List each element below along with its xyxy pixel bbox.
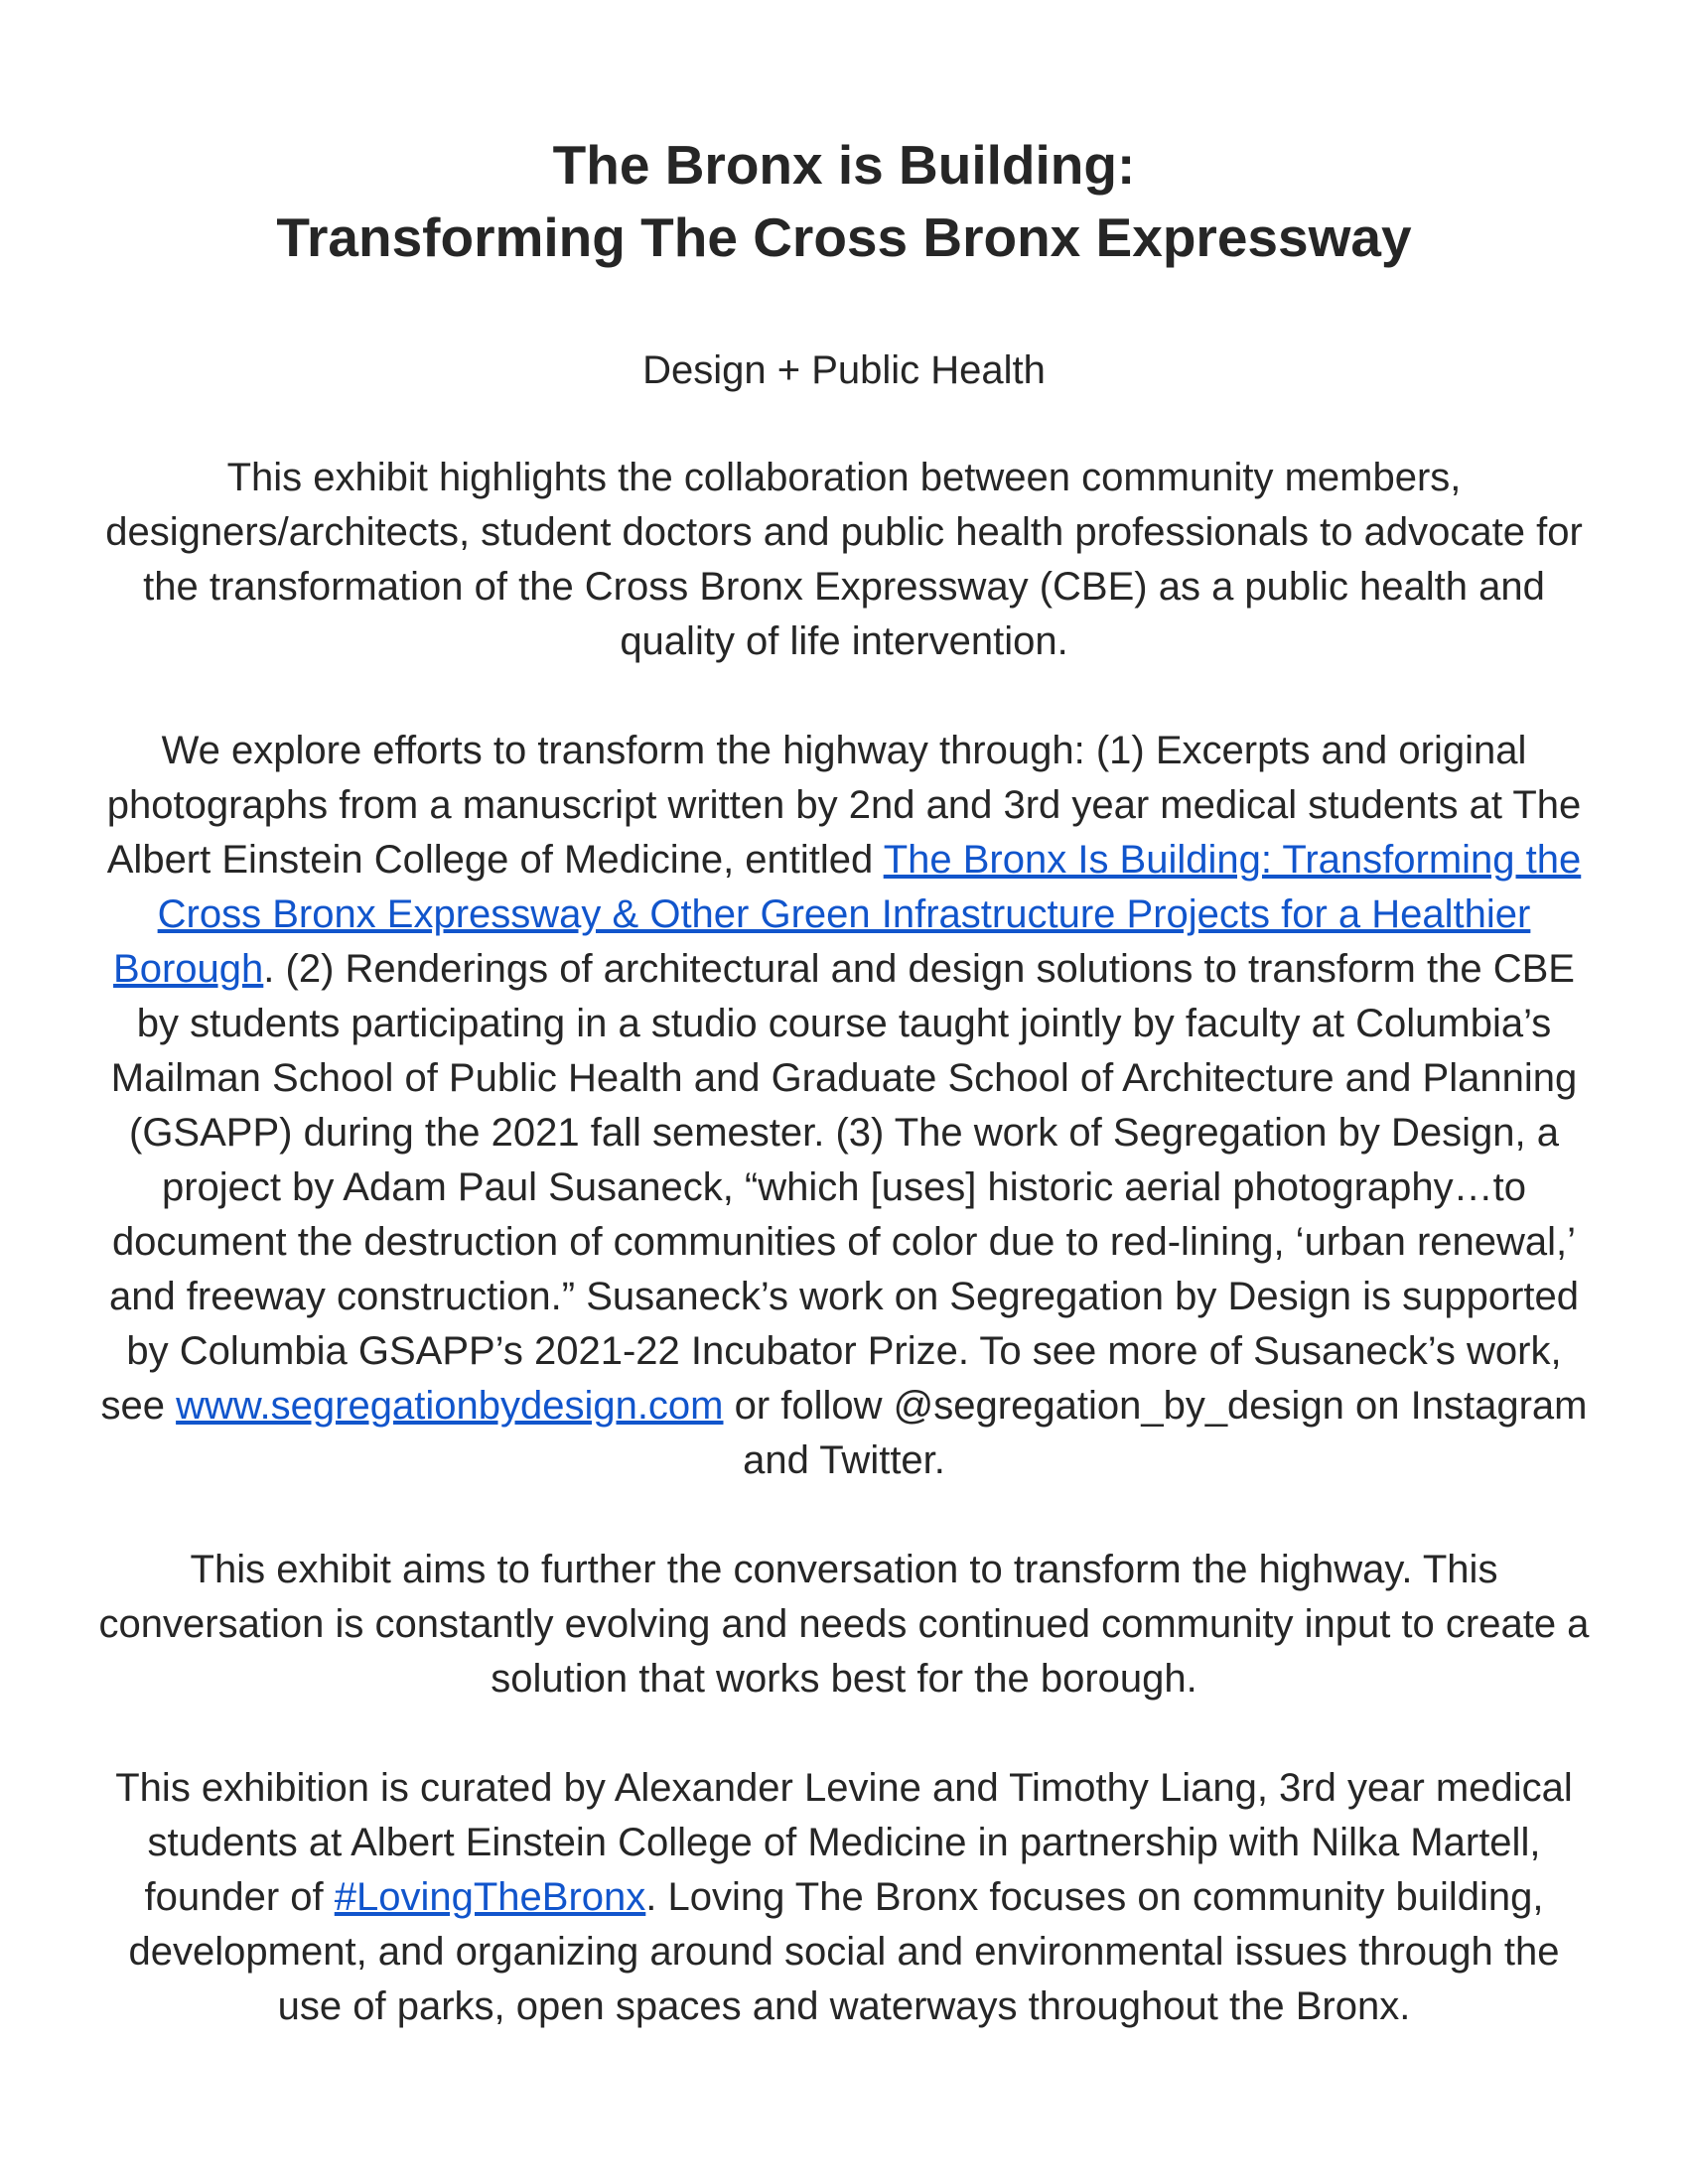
paragraph-aims: This exhibit aims to further the conversation to transform the highway. This conversation is constantly evolving and needs continued community input to create a solution that works best for the borough. <box>98 1548 1590 1701</box>
paragraph-curators-outro: . Loving The Bronx focuses on community building, development, and organizing around social and environmental issues through the use of parks, open spaces and waterways throughout the Bronx. <box>128 1875 1560 2028</box>
paragraph-efforts-intro: We explore efforts to transform the highway through: (1) Excerpts and original photographs from a manuscript written by 2nd and 3rd year medical students at The Albert Einstein College of Medicine, entitled <box>106 729 1582 882</box>
title-line-2: Transforming The Cross Bronx Expressway <box>276 206 1412 268</box>
manuscript-link[interactable]: The Bronx Is Building: Transforming the Cross Bronx Expressway & Other Green Infrastructure Projects for a Healthier Borough <box>113 838 1582 991</box>
title-line-1: The Bronx is Building: <box>552 134 1136 196</box>
paragraph-curators <box>94 1761 1594 2034</box>
segregation-website-link[interactable]: www.segregationbydesign.com <box>176 1384 724 1428</box>
paragraph-efforts <box>94 724 1594 1488</box>
document-page <box>94 129 1594 2034</box>
page-title <box>94 129 1594 274</box>
paragraph-intro: This exhibit highlights the collaboration between community members, designers/architects, student doctors and public health professionals to advocate for the transformation of the Cross Bronx Expressway (CBE) as a public health and quality of life intervention. <box>105 456 1583 663</box>
loving-the-bronx-link[interactable]: #LovingTheBronx <box>334 1875 646 1919</box>
paragraph-efforts-outro: or follow @segregation_by_design on Instagram and Twitter. <box>723 1384 1588 1482</box>
subtitle: Design + Public Health <box>642 348 1046 392</box>
paragraph-curators-intro: This exhibition is curated by Alexander Levine and Timothy Liang, 3rd year medical students at Albert Einstein College of Medicine in partnership with Nilka Martell, founder of <box>115 1766 1573 1919</box>
paragraph-efforts-middle: . (2) Renderings of architectural and design solutions to transform the CBE by students participating in a studio course taught jointly by faculty at Columbia’s Mailman School of Public Health and Graduate School of Architecture and Planning (GSAPP) during the 2021 fall semester. (3) The work of Segregation by Design, a project by Adam Paul Susaneck, “which [uses] historic aerial photography…to document the destruction of communities of color due to red-lining, ‘urban renewal,’ and freeway construction.” Susaneck’s work on Segregation by Design is supported by Columbia GSAPP’s 2021-22 Incubator Prize. To see more of Susaneck’s work, see <box>100 947 1580 1428</box>
